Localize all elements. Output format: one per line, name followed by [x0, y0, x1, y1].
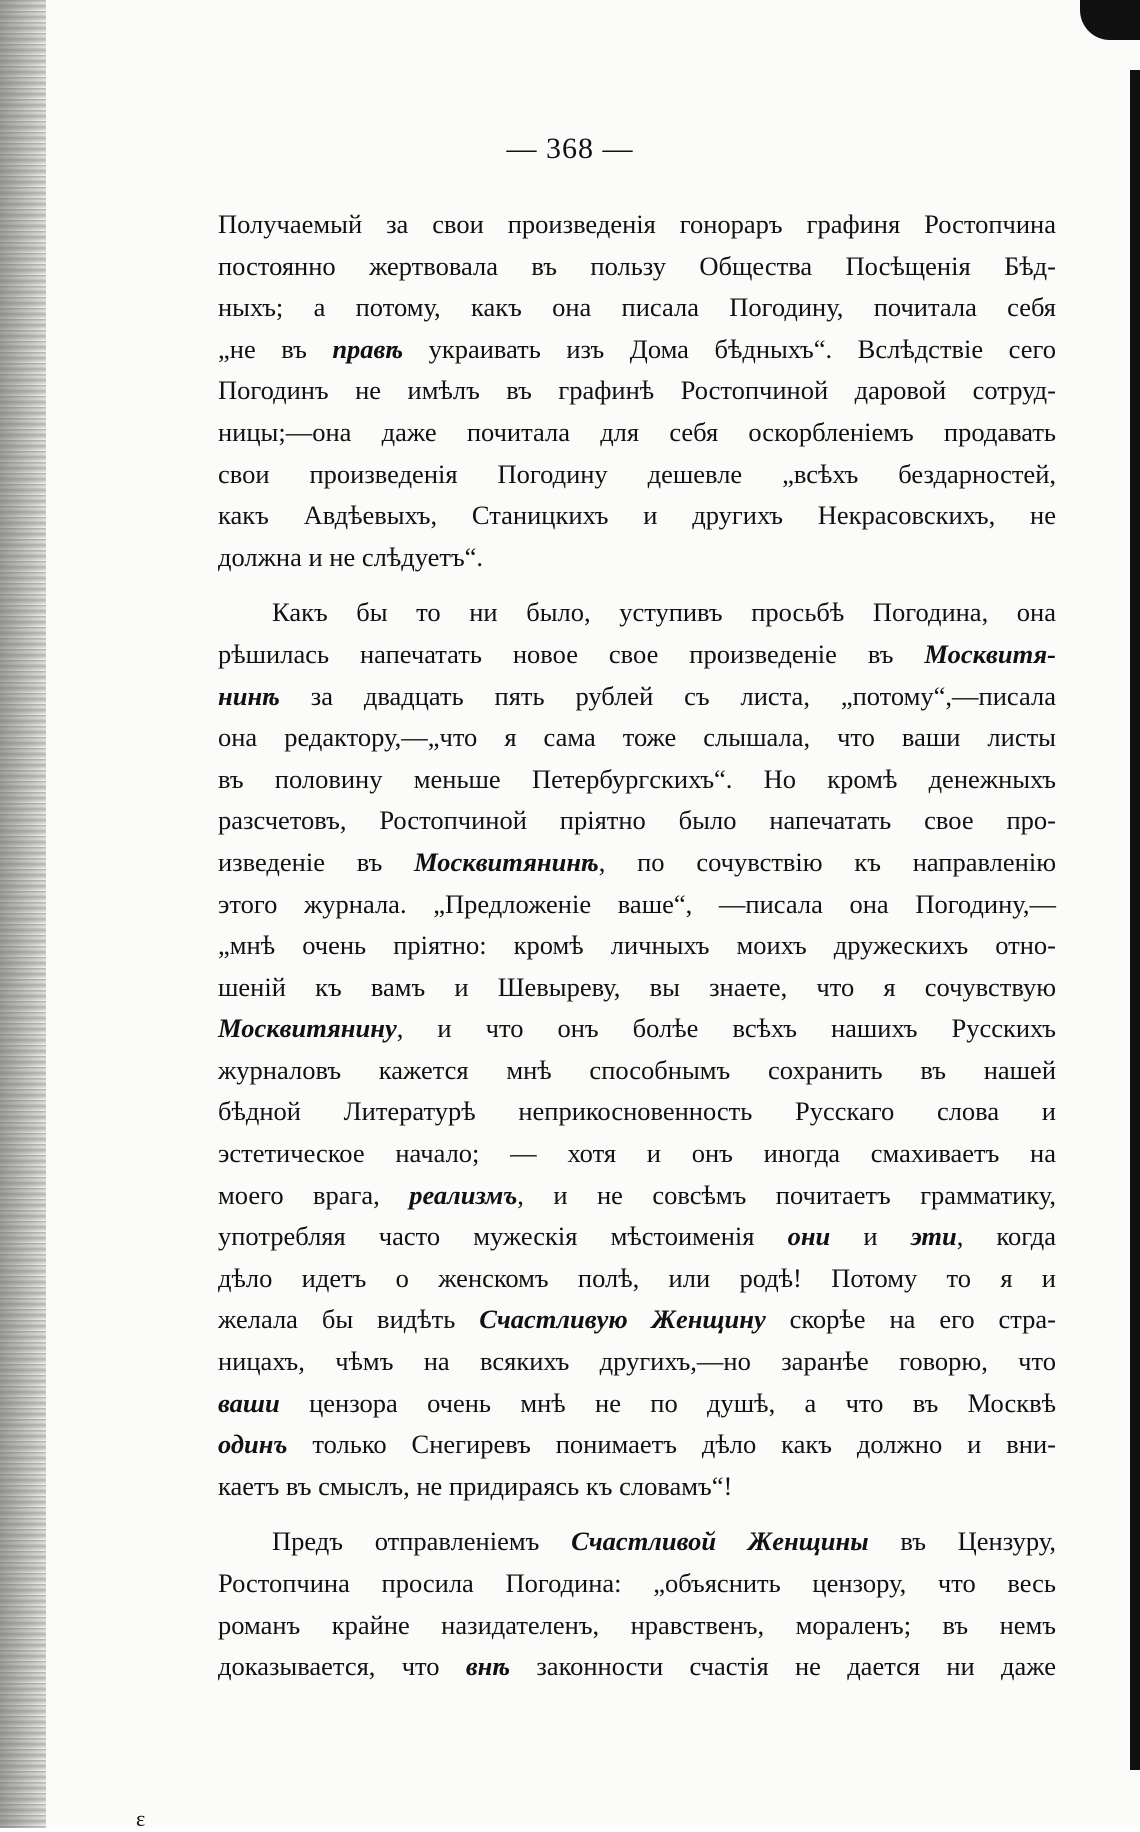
paragraph [218, 592, 1056, 1507]
italic-emphasis: внѣ [465, 1651, 511, 1682]
text-line: постоянно жертвовала въ пользу Общества Посѣщенія Бѣд- [218, 250, 1056, 281]
text-line: доказывается, что внѣ законности счастія не дается ни даже [218, 1651, 1056, 1682]
text-line: этого журнала. „Предложеніе ваше“, —писала она Погодину,— [218, 888, 1056, 919]
scan-edge-shadow [1130, 70, 1140, 1770]
text-line: Получаемый за свои произведенія гонораръ графиня Ростопчина [218, 209, 1056, 239]
page-number: — 368 — [506, 132, 634, 165]
paragraph-gap [218, 1507, 1056, 1521]
text-line: рѣшилась напечатать новое свое произведеніе въ Москвитя- [218, 638, 1056, 669]
text-line: журналовъ кажется мнѣ способнымъ сохранить въ нашей [218, 1054, 1056, 1085]
text-line: Ростопчина просила Погодина: „объяснить цензору, что весь [218, 1568, 1056, 1598]
paragraph [218, 1521, 1056, 1687]
text-line: желала бы видѣть Счастливую Женщину скорѣе на его стра- [218, 1304, 1056, 1335]
italic-emphasis: правѣ [332, 333, 404, 364]
text-line: моего врага, реализмъ, и не совсѣмъ почитаетъ грамматику, [218, 1179, 1056, 1210]
italic-emphasis: реализмъ [409, 1179, 518, 1210]
scan-binding-shadow [0, 0, 46, 1828]
text-line: употребляя часто мужескія мѣстоименія они и эти, когда [218, 1221, 1056, 1252]
italic-emphasis: Москвитянинѣ [414, 846, 599, 877]
italic-emphasis: Счастливой Женщины [571, 1526, 869, 1557]
text-line: эстетическое начало; — хотя и онъ иногда смахиваетъ на [218, 1138, 1056, 1169]
text-line: одинъ только Снегиревъ понимаетъ дѣло какъ должно и вни- [218, 1429, 1056, 1460]
text-line: каетъ въ смыслъ, не придираясь къ словамъ“! [218, 1470, 733, 1501]
italic-emphasis: они [787, 1221, 831, 1252]
text-line: ваши цензора очень мнѣ не по душѣ, а что въ Москвѣ [218, 1387, 1056, 1418]
italic-emphasis: Москвитянину [218, 1013, 397, 1044]
italic-emphasis: ваши [218, 1387, 280, 1418]
text-line: нинѣ за двадцать пять рублей съ листа, „потому“,—писала [218, 680, 1056, 711]
paragraph [218, 204, 1056, 578]
scan-corner-shadow [1080, 0, 1140, 40]
italic-emphasis: эти [910, 1221, 957, 1252]
italic-emphasis: нинѣ [218, 680, 280, 711]
body-text [218, 204, 1056, 1688]
text-line: Какъ бы то ни было, уступивъ просьбѣ Погодина, она [272, 597, 1056, 628]
text-line: дѣло идетъ о женскомъ полѣ, или родѣ! Потому то я и [218, 1262, 1056, 1293]
text-line: ныхъ; а потому, какъ она писала Погодину, почитала себя [218, 292, 1056, 323]
footer-mark: ɛ [136, 1806, 146, 1831]
text-line: бѣдной Литературѣ неприкосновенность Русскаго слова и [218, 1096, 1056, 1127]
text-line: Погодинъ не имѣлъ въ графинѣ Ростопчиной даровой сотруд- [218, 375, 1056, 406]
text-line: романъ крайне назидателенъ, нравственъ, мораленъ; въ немъ [218, 1609, 1056, 1640]
text-line: должна и не слѣдуетъ“. [218, 541, 484, 572]
text-line: Москвитянину, и что онъ болѣе всѣхъ нашихъ Русскихъ [218, 1013, 1056, 1044]
text-line: „не въ правѣ украивать изъ Дома бѣдныхъ“. Вслѣдствіе сего [218, 333, 1056, 364]
text-line: изведеніе въ Москвитянинѣ, по сочувствію къ направленію [218, 846, 1056, 877]
text-line: „мнѣ очень пріятно: кромѣ личныхъ моихъ дружескихъ отно- [218, 930, 1056, 961]
text-line: разсчетовъ, Ростопчиной пріятно было напечатать свое про- [218, 805, 1056, 836]
paragraph-gap [218, 578, 1056, 592]
text-line: какъ Авдѣевыхъ, Станицкихъ и другихъ Некрасовскихъ, не [218, 500, 1056, 531]
italic-emphasis: Счастливую Женщину [479, 1304, 766, 1335]
text-line: она редактору,—„что я сама тоже слышала, что ваши листы [218, 722, 1056, 753]
text-line: свои произведенія Погодину дешевле „всѣхъ бездарностей, [218, 458, 1056, 489]
italic-emphasis: одинъ [218, 1429, 288, 1460]
text-line: въ половину меньше Петербургскихъ“. Но кромѣ денежныхъ [218, 763, 1056, 794]
text-line: шеній къ вамъ и Шевыреву, вы знаете, что я сочувствую [218, 971, 1056, 1002]
italic-emphasis: Москвитя- [924, 638, 1056, 669]
text-line: Предъ отправленіемъ Счастливой Женщины въ Цензуру, [272, 1526, 1057, 1557]
text-line: ницы;—она даже почитала для себя оскорбленіемъ продавать [218, 416, 1056, 447]
text-line: ницахъ, чѣмъ на всякихъ другихъ,—но заранѣе говорю, что [218, 1346, 1056, 1377]
